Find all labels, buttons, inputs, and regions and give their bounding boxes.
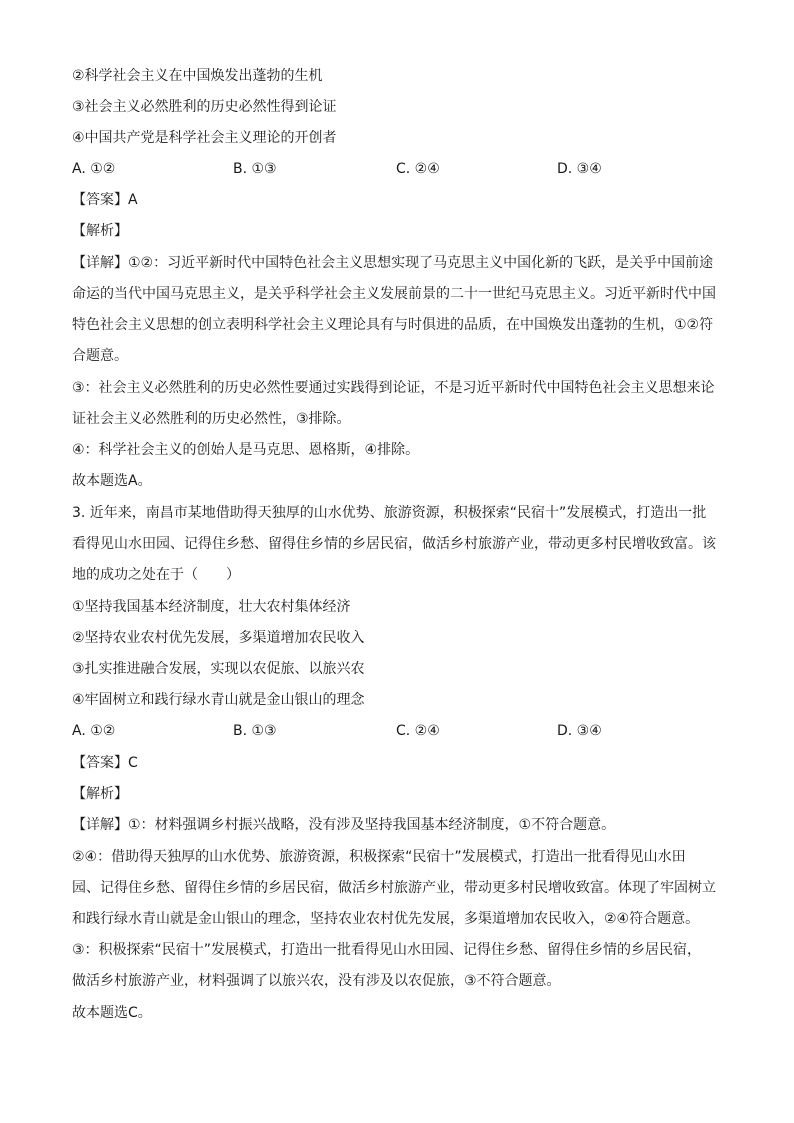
q3-analysis-line: 和践行绿水青山就是金山银山的理念，坚持农业农村优先发展，多渠道增加农民收入，②④符合题意。 — [72, 911, 700, 927]
q2-choice-item-2: ②科学社会主义在中国焕发出蓬勃的生机 — [72, 68, 323, 84]
q2-analysis-line: ④：科学社会主义的创始人是马克思、恩格斯，④排除。 — [72, 442, 420, 458]
q3-choice-item-4: ④牢固树立和践行绿水青山就是金山银山的理念 — [72, 692, 365, 708]
q2-analysis-line: 合题意。 — [72, 348, 128, 364]
q2-analysis-label: 【解析】 — [72, 223, 128, 239]
q2-analysis-line: 【详解】①②：习近平新时代中国特色社会主义思想实现了马克思主义中国化新的飞跃，是关乎中国前途 — [72, 255, 714, 271]
q2-choice-item-4: ④中国共产党是科学社会主义理论的开创者 — [72, 130, 337, 146]
q3-option-c: C. ②④ — [396, 723, 440, 739]
q3-analysis-label: 【解析】 — [72, 786, 128, 802]
q2-analysis-line: 故本题选A。 — [72, 473, 152, 489]
q3-choice-item-2: ②坚持农业农村优先发展，多渠道增加农民收入 — [72, 630, 365, 646]
q3-stem-line: 3. 近年来，南昌市某地借助得天独厚的山水优势、旅游资源，积极探索“民宿十”发展模式，打造出一批 — [72, 505, 707, 521]
q2-option-c: C. ②④ — [396, 161, 440, 177]
q3-option-d: D. ③④ — [557, 723, 602, 739]
q3-analysis-line: 故本题选C。 — [72, 1005, 152, 1021]
q3-analysis-line: 园、记得住乡愁、留得住乡情的乡居民宿，做活乡村旅游产业，带动更多村民增收致富。体现了牢固树立 — [72, 880, 716, 896]
q3-choice-item-3: ③扎实推进融合发展，实现以农促旅、以旅兴农 — [72, 661, 365, 677]
q2-analysis-line: 命运的当代中国马克思主义，是关乎科学社会主义发展前景的二十一世纪马克思主义。习近平新时代中国 — [72, 286, 716, 302]
q3-stem-line: 地的成功之处在于（ ） — [72, 567, 240, 583]
q3-option-b: B. ①③ — [233, 723, 277, 739]
q3-answer: 【答案】C — [72, 755, 138, 771]
q3-analysis-line: ③：积极探索“民宿十”发展模式，打造出一批看得见山水田园、记得住乡愁、留得住乡情的乡居民宿， — [72, 942, 702, 958]
q3-analysis-line: 做活乡村旅游产业，材料强调了以旅兴农，没有涉及以农促旅，③不符合题意。 — [72, 973, 561, 989]
q2-analysis-line: 证社会主义必然胜利的历史必然性，③排除。 — [72, 411, 351, 427]
q2-analysis-line: 特色社会主义思想的创立表明科学社会主义理论具有与时俱进的品质，在中国焕发出蓬勃的生机，①②符 — [72, 317, 714, 333]
q2-answer: 【答案】A — [72, 192, 138, 208]
q2-option-b: B. ①③ — [233, 161, 277, 177]
q3-analysis-line: 【详解】①：材料强调乡村振兴战略，没有涉及坚持我国基本经济制度，①不符合题意。 — [72, 817, 616, 833]
q3-option-a: A. ①② — [72, 723, 116, 739]
q3-stem-line: 看得见山水田园、记得住乡愁、留得住乡情的乡居民宿，做活乡村旅游产业，带动更多村民增收致富。该 — [72, 536, 716, 552]
q3-choice-item-1: ①坚持我国基本经济制度，壮大农村集体经济 — [72, 599, 351, 615]
q2-option-a: A. ①② — [72, 161, 116, 177]
q2-choice-item-3: ③社会主义必然胜利的历史必然性得到论证 — [72, 99, 337, 115]
q2-option-d: D. ③④ — [557, 161, 602, 177]
q3-analysis-line: ②④：借助得天独厚的山水优势、旅游资源，积极探索“民宿十”发展模式，打造出一批看得见山水田 — [72, 849, 686, 865]
q2-analysis-line: ③：社会主义必然胜利的历史必然性要通过实践得到论证，不是习近平新时代中国特色社会主义思想来论 — [72, 380, 715, 396]
